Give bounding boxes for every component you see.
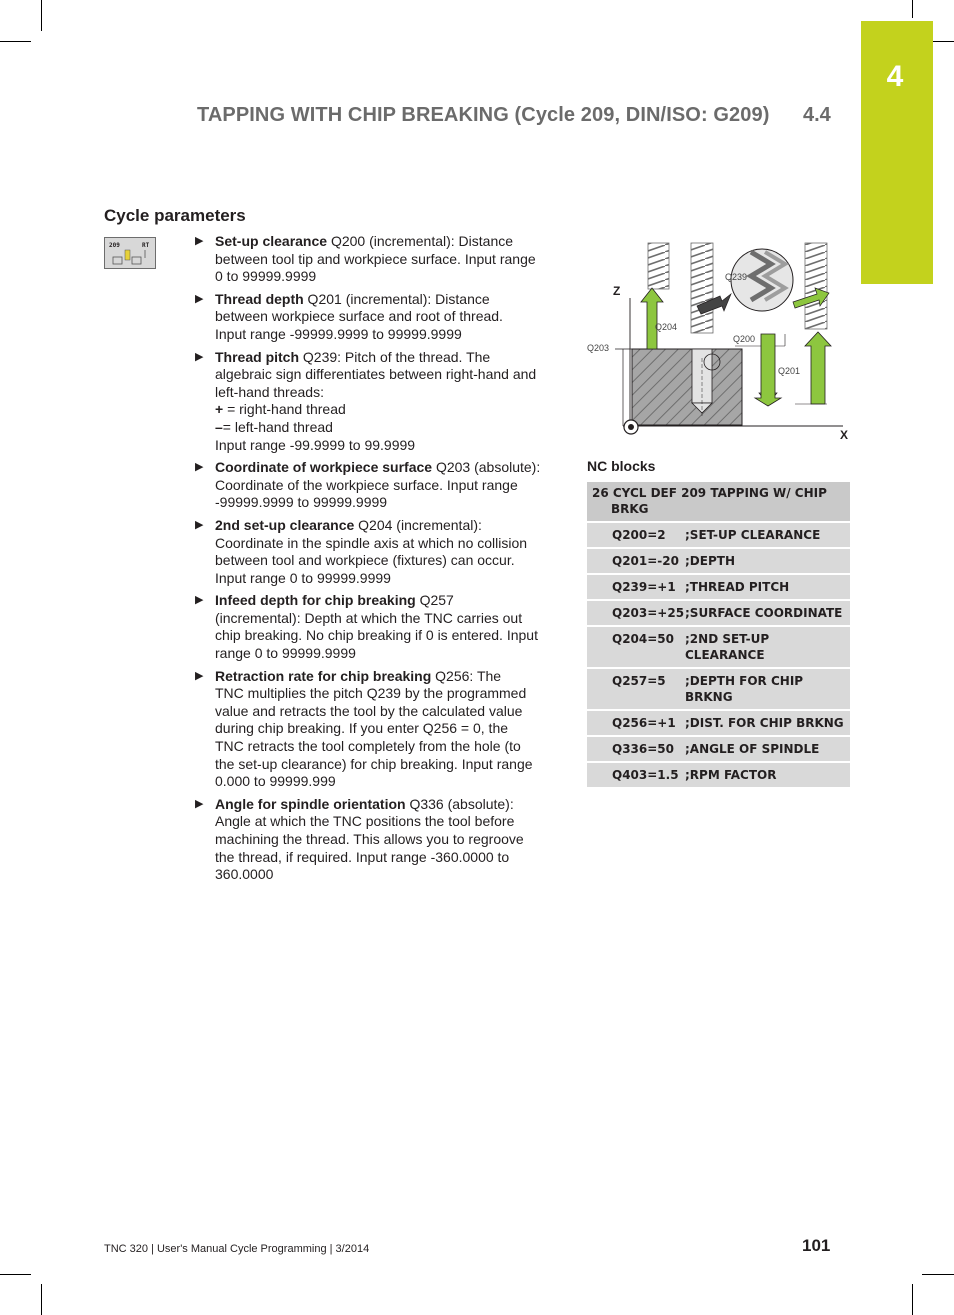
nc-code: Q336=50 [612,742,675,756]
nc-comment [685,523,850,547]
parameter-line [215,291,556,309]
parameter-item [192,796,556,884]
tap-tool [805,243,827,329]
parameter-name: 2nd set-up clearance [215,516,355,533]
parameter-line [215,813,556,831]
parameter-text: Q239: Pitch of the thread. The [299,348,491,365]
parameter-line [215,866,556,884]
crop-mark [0,1274,31,1275]
parameter-text: range 0 to 99999.9999 [215,645,356,662]
parameter-line [215,831,556,849]
parameter-text: Q203 (absolute): [432,459,541,476]
parameter-line [215,685,556,703]
parameter-line [215,251,556,269]
nc-comment-line: ;SET-UP CLEARANCE [685,528,821,542]
parameter-line [215,517,556,535]
parameter-text: -99999.9999 to 99999.9999 [215,494,388,511]
crop-mark [912,1284,913,1315]
parameter-item [192,592,556,662]
parameter-text: Input range -99999.9999 to 99999.9999 [215,325,462,342]
parameter-line [215,459,556,477]
bullet-arrow-icon: ▶ [195,292,204,305]
nc-comment-line: ;DEPTH FOR CHIP [685,674,804,688]
parameter-text: 360.0000 [215,866,274,883]
sign-text: = right-hand thread [223,401,346,418]
nc-code: Q403=1.5 [612,768,679,782]
nc-header-line: 26 CYCL DEF 209 TAPPING W/ CHIP [592,486,827,500]
softkey-label: RT [142,242,150,249]
sign-line [215,419,556,437]
sign-line [215,401,556,419]
cycle-softkey-icon [104,237,156,269]
parameter-line [215,384,556,402]
parameter-text: between tool tip and workpiece surface. Input range [215,250,536,267]
softkey-cycle-number: 209 [109,242,120,249]
parameter-text: Q336 (absolute): [405,795,514,812]
crop-mark [922,1274,954,1275]
parameter-line [215,627,556,645]
parameter-range: Input range -99.9999 to 99.9999 [215,436,416,453]
q204-label: Q204 [655,322,678,332]
footer-text: TNC 320 | User's Manual Cycle Programming | 3/2014 [104,1243,370,1255]
parameter-text: Input range 0 to 99999.9999 [215,569,391,586]
parameter-text: Q257 [415,592,454,609]
nc-code: Q203=+25 [612,606,685,620]
nc-row [587,575,850,601]
nc-comment [685,627,850,667]
nc-row [587,669,850,711]
parameter-name: Thread depth [215,290,304,307]
parameter-text: between workpiece surface and root of thread. [215,308,503,325]
parameter-text: Q201 (incremental): Distance [303,290,490,307]
parameter-text: the thread, if required. Input range -360.0000 to [215,848,510,865]
parameter-text: Angle at which the TNC positions the tool before [215,813,515,830]
parameter-text: Coordinate in the spindle axis at which no collision [215,534,528,551]
nc-code: Q204=50 [612,632,675,646]
crop-mark [0,41,31,42]
parameter-line [215,592,556,610]
parameter-text: left-hand threads: [215,383,324,400]
parameter-text: chip breaking. No chip breaking if 0 is entered. Input [215,627,538,644]
parameter-line [215,535,556,553]
nc-comment-line: ;RPM FACTOR [685,768,777,782]
nc-comment-line: ;DEPTH [685,554,735,568]
parameter-item [192,349,556,455]
parameter-text: (incremental): Depth at which the TNC carries out [215,609,523,626]
nc-comment [685,669,850,709]
page-header-title: TAPPING WITH CHIP BREAKING (Cycle 209, DIN/ISO: G209) [197,104,770,126]
nc-comment-line: CLEARANCE [685,648,765,662]
q239-label: Q239 [725,272,748,282]
parameter-line [215,703,556,721]
section-title: Cycle parameters [104,206,246,225]
q201-label: Q201 [778,366,801,376]
parameter-line [215,738,556,756]
bullet-arrow-icon: ▶ [195,669,204,682]
parameter-name: Infeed depth for chip breaking [215,592,416,609]
nc-comment [685,549,850,573]
page-header-section-number: 4.4 [803,104,831,126]
nc-row [587,763,850,789]
nc-code: Q200=2 [612,528,666,542]
nc-code: Q201=-20 [612,554,679,568]
nc-code: Q256=+1 [612,716,676,730]
nc-comment [685,763,850,787]
nc-row [587,737,850,763]
parameter-text: between tool and workpiece (fixtures) can occur. [215,552,515,569]
parameter-text: Q204 (incremental): [354,516,482,533]
chapter-number: 4 [886,60,904,93]
parameter-line [215,570,556,588]
parameter-text: the set-up clearance) for chip breaking. Input range [215,755,533,772]
x-axis-label: X [840,428,849,442]
parameter-text: TNC retracts the tool completely from the hole (to [215,738,521,755]
nc-comment-line: ;SURFACE COORDINATE [685,606,843,620]
tapping-diagram [585,238,850,448]
parameter-line [215,720,556,738]
parameter-text: value and retracts the tool by the calculated value [215,702,523,719]
parameter-list [192,233,556,889]
parameter-text: Q256: The [431,667,502,684]
parameter-item [192,517,556,587]
parameter-line [215,494,556,512]
parameter-line [215,849,556,867]
parameter-line [215,610,556,628]
tap-tool [691,243,713,333]
page-number: 101 [802,1236,831,1255]
nc-code: Q239=+1 [612,580,676,594]
softkey-graphic [105,238,155,268]
parameter-name: Set-up clearance [215,233,328,249]
parameter-item [192,233,556,286]
parameter-name: Thread pitch [215,348,300,365]
bullet-arrow-icon: ▶ [195,518,204,531]
nc-comment-line: ;ANGLE OF SPINDLE [685,742,820,756]
z-axis-label: Z [613,284,621,298]
parameter-text: machining the thread. This allows you to regroove [215,831,524,847]
bullet-arrow-icon: ▶ [195,594,204,607]
parameter-text: algebraic sign differentiates between right-hand and [215,366,537,383]
parameter-text: Coordinate of the workpiece surface. Input range [215,476,518,493]
parameter-line [215,756,556,774]
parameter-text: TNC multiplies the pitch Q239 by the programmed [215,685,527,702]
retract-arrow [805,332,831,404]
parameter-line [215,645,556,663]
nc-row [587,549,850,575]
q203-label: Q203 [587,343,610,353]
parameter-item [192,668,556,791]
bullet-arrow-icon: ▶ [195,235,204,247]
parameter-line [215,477,556,495]
parameter-text: during chip breaking. If you enter Q256 = 0, the [215,720,509,737]
parameter-line [215,668,556,686]
parameter-line [215,773,556,791]
workpiece [632,349,742,425]
parameter-line [215,233,556,251]
bullet-arrow-icon: ▶ [195,797,204,810]
parameter-item [192,459,556,512]
crop-mark [41,1284,42,1315]
bullet-arrow-icon: ▶ [195,461,204,474]
parameter-line [215,366,556,384]
nc-comment [685,711,850,735]
parameter-line [215,268,556,286]
parameter-text: 0.000 to 99999.999 [215,773,336,790]
nc-row [587,523,850,549]
parameter-name: Angle for spindle orientation [215,795,406,812]
nc-row [587,711,850,737]
parameter-name: Retraction rate for chip breaking [215,667,432,684]
crop-mark [912,0,913,18]
nc-comment [685,737,850,761]
parameter-line [215,326,556,344]
parameter-line [215,552,556,570]
sign-text: = left-hand thread [222,418,333,435]
nc-header-line: BRKG [611,502,649,516]
nc-header-row [587,482,850,523]
nc-blocks-title: NC blocks [587,458,656,474]
nc-code: Q257=5 [612,674,666,688]
tap-tool [648,243,669,289]
nc-comment-line: BRKNG [685,690,733,704]
nc-row [587,627,850,669]
nc-blocks-table [587,482,850,789]
nc-row [587,601,850,627]
nc-comment-line: ;THREAD PITCH [685,580,790,594]
nc-comment-line: ;2ND SET-UP [685,632,770,646]
nc-comment-line: ;DIST. FOR CHIP BRKNG [685,716,844,730]
sign-symbol: – [215,418,223,435]
nc-comment [685,575,850,599]
parameter-text: Q200 (incremental): Distance [327,233,514,249]
parameter-line [215,796,556,814]
parameter-line [215,349,556,367]
parameter-line [215,308,556,326]
parameter-name: Coordinate of workpiece surface [215,459,433,476]
nc-comment [685,601,850,625]
parameter-item [192,291,556,344]
parameter-text: 0 to 99999.9999 [215,268,317,285]
crop-mark [41,0,42,31]
q200-label: Q200 [733,334,756,344]
clearance-arrow [641,288,663,349]
sign-symbol: + [215,401,224,418]
bullet-arrow-icon: ▶ [195,350,204,363]
